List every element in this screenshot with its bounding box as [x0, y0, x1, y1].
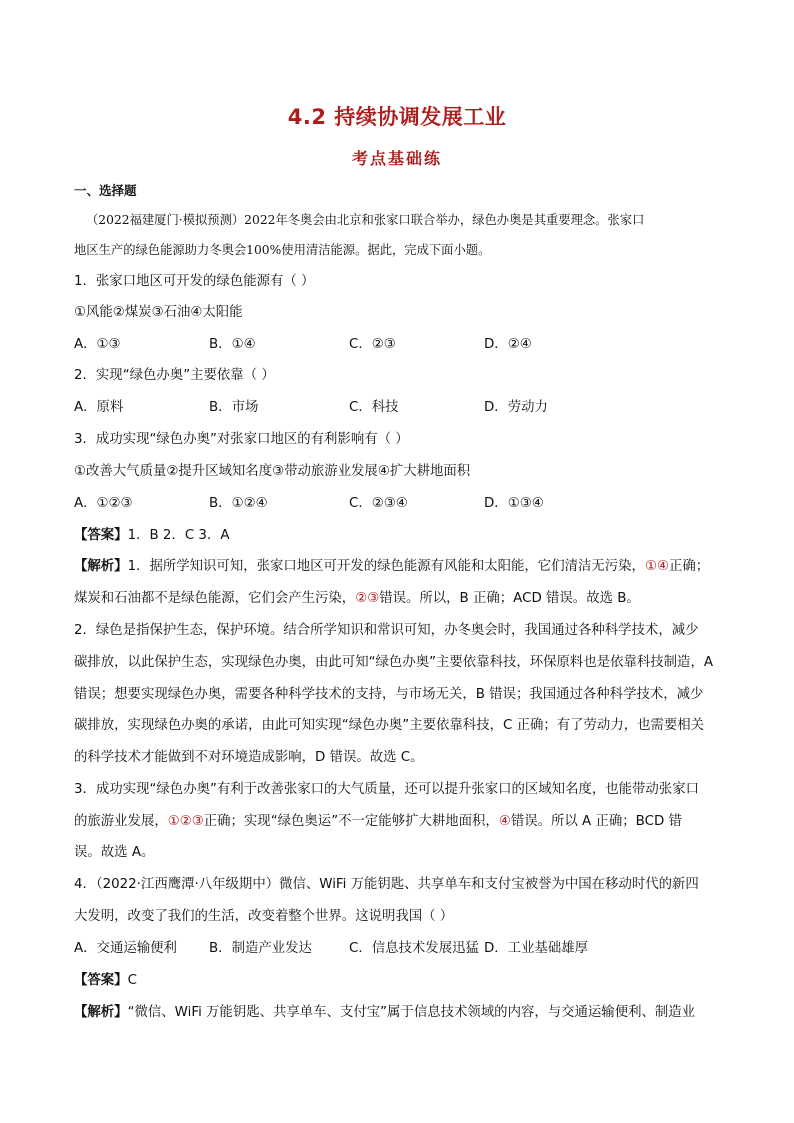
analysis-line-4: 碳排放，以此保护生态，实现绿色办奥，由此可知“绿色办奥”主要依靠科技，环保原料也是依靠科技制造，A: [74, 655, 713, 670]
q2-stem: 2．实现“绿色办奥”主要依靠（ ）: [74, 368, 275, 383]
q3-stem: 3．成功实现“绿色办奥”对张家口地区的有利影响有（ ）: [74, 432, 409, 447]
answer-label: 【答案】: [74, 973, 128, 988]
q4-option-d[interactable]: D．工业基础雄厚: [484, 941, 589, 956]
q4-option-a[interactable]: A．交通运输便利: [74, 941, 177, 956]
q1-items: ①风能②煤炭③石油④太阳能: [74, 305, 243, 320]
q1-option-a[interactable]: A．①③: [74, 337, 121, 352]
q1-stem: 1．张家口地区可开发的绿色能源有（ ）: [74, 274, 315, 289]
answer-block-4: [74, 972, 734, 990]
q4-options: [74, 940, 734, 958]
section-heading: 一、选择题: [74, 183, 137, 198]
page-title: 4.2 持续协调发展工业: [287, 105, 507, 129]
analysis-text: “微信、WiFi 万能钥匙、共享单车、支付宝”属于信息技术领域的内容，与交通运输便利、制造业: [127, 1005, 696, 1020]
q2-option-a[interactable]: A．原料: [74, 400, 124, 415]
intro-line-2: 地区生产的绿色能源助力冬奥会100%使用清洁能源。据此，完成下面小题。: [74, 243, 491, 257]
answer-block-1: [74, 527, 734, 545]
answer-text: 1．B 2．C 3．A: [127, 528, 230, 543]
q1-options: [74, 336, 734, 354]
q3-option-a[interactable]: A．①②③: [74, 496, 133, 511]
q3-items: ①改善大气质量②提升区域知名度③带动旅游业发展④扩大耕地面积: [74, 464, 471, 479]
analysis-block-4: [74, 1004, 734, 1022]
analysis-line-10: 误。故选 A。: [74, 845, 155, 860]
analysis-line-1: 【解析】1．据所学知识可知，张家口地区可开发的绿色能源有风能和太阳能，它们清洁无污染，①④正确；: [74, 559, 710, 574]
analysis-line-8: 3．成功实现“绿色办奥”有利于改善张家口的大气质量，还可以提升张家口的区域知名度，也能带动张家口: [74, 782, 699, 797]
answer-text: C: [127, 973, 137, 988]
q1-option-d[interactable]: D．②④: [484, 337, 532, 352]
analysis-line-7: 的科学技术才能做到不对环境造成影响，D 错误。故选 C。: [74, 750, 424, 765]
q1-option-b[interactable]: B．①④: [209, 337, 256, 352]
page-subtitle: 考点基础练: [351, 149, 442, 168]
intro-line-1: （2022福建厦门·模拟预测）2022年冬奥会由北京和张家口联合举办，绿色办奥是其重要理念。张家口: [86, 213, 645, 227]
q4-option-c[interactable]: C．信息技术发展迅猛: [349, 941, 479, 956]
highlight-choice: ④: [498, 814, 511, 829]
analysis-line-5: 错误；想要实现绿色办奥，需要各种科学技术的支持，与市场无关，B 错误；我国通过各种科学技术，减少: [74, 687, 704, 702]
q3-option-d[interactable]: D．①③④: [484, 496, 544, 511]
q1-option-c[interactable]: C．②③: [349, 337, 396, 352]
analysis-label: 【解析】: [74, 559, 128, 574]
q3-option-c[interactable]: C．②③④: [349, 496, 408, 511]
highlight-choice: ①②③: [167, 814, 204, 829]
analysis-line-3: 2．绿色是指保护生态，保护环境。结合所学知识和常识可知，办冬奥会时，我国通过各种科学技术，减少: [74, 623, 699, 638]
analysis-line-9: 的旅游业发展，①②③正确；实现“绿色奥运”不一定能够扩大耕地面积，④错误。所以 A 正确；BCD 错: [74, 814, 682, 829]
analysis-line-2: 煤炭和石油都不是绿色能源，它们会产生污染，②③错误。所以，B 正确；ACD 错误。故选 B。: [74, 591, 640, 606]
answer-label: 【答案】: [74, 528, 128, 543]
q2-option-d[interactable]: D．劳动力: [484, 400, 548, 415]
q2-option-c[interactable]: C．科技: [349, 400, 399, 415]
q2-option-b[interactable]: B．市场: [209, 400, 259, 415]
q3-options: [74, 495, 734, 513]
q2-options: [74, 399, 734, 417]
q3-option-b[interactable]: B．①②④: [209, 496, 268, 511]
q4-stem-line-1: 4．（2022·江西鹰潭·八年级期中）微信、WiFi 万能钥匙、共享单车和支付宝被誉为中国在移动时代的新四: [74, 877, 699, 892]
highlight-choice: ②③: [355, 591, 380, 606]
q4-option-b[interactable]: B．制造产业发达: [209, 941, 312, 956]
q4-stem-line-2: 大发明，改变了我们的生活，改变着整个世界。这说明我国（ ）: [74, 909, 454, 924]
highlight-choice: ①④: [644, 559, 669, 574]
analysis-label: 【解析】: [74, 1005, 128, 1020]
analysis-line-6: 碳排放，实现绿色办奥的承诺，由此可知实现“绿色办奥”主要依靠科技，C 正确；有了劳动力，也需要相关: [74, 718, 705, 733]
